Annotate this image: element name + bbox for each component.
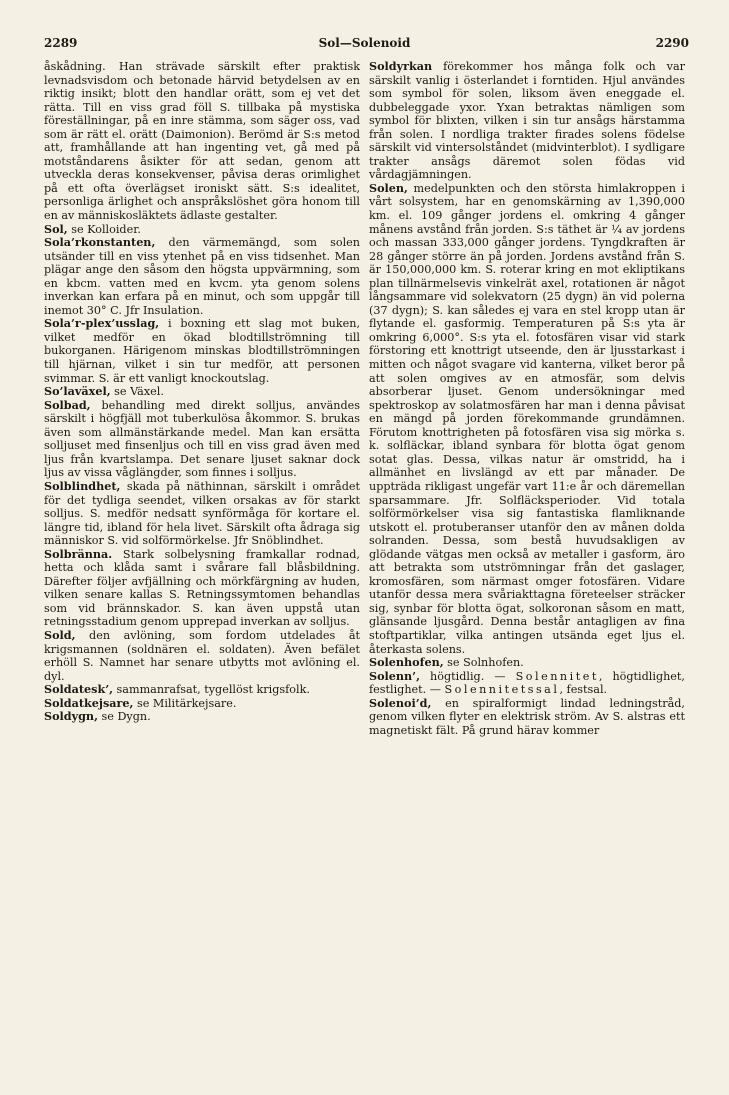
entry-text: behandling med direkt solljus, användes särskilt i högfjäll mot tuberkulösa åkommor. S. brukas även som allmänstärkande medel. Man kan ersätta solljuset med finsenljus och till en viss grad även med ljus från kvartslampa. Det senare ljuset saknar dock ljus av vissa våglängder, som finnes i solljus. xyxy=(44,398,360,480)
entry-soldyrkan xyxy=(369,60,685,182)
entry-text: medelpunkten och den största himlakroppen i vårt solsystem, har en genomskärning av 1,390,000 km. el. 109 gånger jordens el. omkring 4 gånger månens avstånd från jorden. S:s täthet är ¼ av jordens och massan 333,000 gånger jordens. Tyngdkraften är 28 gånger större än på jorden. Jordens avstånd från S. är 150,000,000 km. S. roterar kring en mot ekliptikans plan tillnärmelsevis vinkelrät axel, rotationen är något långsammare vid solekvatorn (25 dygn) än vid polerna (37 dygn); S. kan således ej vara en stel kropp utan är flytande el. gasformig. Temperaturen på S:s yta är omkring 6,000°. S:s yta el. fotosfären visar vid stark förstoring ett knottrigt utseende, den är ljusstarkast i mitten och något svagare vid kanterna, vilket beror på att solen omgives av en atmosfär, som delvis absorberar ljuset. Genom undersökningar med spektroskop av solatmosfären har man i denna påvisat en mängd på jorden förekommande grundämnen. Förutom knottrigheten på fotosfären visa sig mörka s. k. solfläckar, ibland synbara för blotta ögat genom sotat glas. Dessa, vilkas natur är omstridd, ha i allmänhet en livslängd av ett par månader. De uppträda rikligast ungefär vart 11:e år och däremellan sparsammare. Jfr. Solfläcksperioder. Vid totala solförmörkelser visa sig fantastiska flamliknande utskott el. protuberanser utanför den av månen dolda solranden. Dessa, som bestå huvudsakligen av glödande vätgas men också av metaller i gasform, äro att betrakta som utströmningar från det gaslager, kromosfären, som närmast omger fotosfären. Vidare utanför dessa mera svåriakttagna företeelser sträcker sig, synbar för blotta ögat, solkoronan såsom en matt, glänsande ljusgård. Denna består antagligen av fina stoftpartiklar, vilka antingen utsända eget ljus el. återkasta solens. xyxy=(369,181,685,656)
entry-text: skada på näthinnan, särskilt i området för det tydliga seendet, vilken orsakas av för starkt solljus. S. medför nedsatt synförmåga för kortare el. längre tid, ibland för hela livet. Särskilt ofta ådraga sig människor S. vid solförmörkelse. Jfr Snöblindhet. xyxy=(44,479,360,548)
headword: Solbränna. xyxy=(44,546,113,561)
headword: Soldygn, xyxy=(44,709,98,724)
entry-text: , högtidlighet, festlighet. — xyxy=(369,669,685,697)
headword: Solen, xyxy=(369,180,408,195)
page-number-right: 2290 xyxy=(655,36,689,50)
headword: Solenhofen, xyxy=(369,655,444,670)
entry-text: i boxning ett slag mot buken, vilket medför en ökad blodtillströmning till bukorganen. Härigenom minskas blodtillströmningen till hjärnan, vilket i sin tur medför, att personen svimmar. S. är ett vanligt knockoutslag. xyxy=(44,317,360,385)
entry-sold xyxy=(44,629,360,683)
entry-solenhofen xyxy=(369,656,685,670)
entry-text: se Växel. xyxy=(110,385,164,399)
headword: Solblindhet, xyxy=(44,478,121,493)
entry-solblindhet xyxy=(44,480,360,548)
entry-solarkonstanten xyxy=(44,236,360,317)
entry-solenn xyxy=(369,670,685,697)
entry-solen xyxy=(369,182,685,656)
right-column xyxy=(369,60,685,737)
entry-text: se Kolloider. xyxy=(67,222,141,236)
entry-text: se Dygn. xyxy=(97,710,151,724)
entry-text: den avlöning, som fordom utdelades åt krigsmannen (soldnären el. soldaten). Även befälet erhöll S. Namnet har senare utbytts mot avlöning el. dyl. xyxy=(44,628,360,683)
entry-soldatkejsare xyxy=(44,697,360,711)
entry-solbranna xyxy=(44,548,360,629)
headword: Sol, xyxy=(44,221,68,236)
entry-text: den värmemängd, som solen utsänder till en viss ytenhet på en viss tidsenhet. Man plägar ange den såsom den högsta uppvärmning, som en kbcm. vatten med en kvcm. yta genom solens inverkan kan erfara på en minut, och som uppgår till inemot 30° C. Jfr Insulation. xyxy=(44,236,360,317)
headword: So’laväxel, xyxy=(44,384,111,399)
entry-text: högtidlig. — xyxy=(419,669,516,683)
left-column xyxy=(44,60,360,724)
entry-solbad xyxy=(44,399,360,480)
derived-term: Solennitetssal xyxy=(444,683,560,697)
entry-text: sammanrafsat, tygellöst krigsfolk. xyxy=(113,683,310,697)
headword: Soldatkejsare, xyxy=(44,695,134,710)
headword: Soldatesk’, xyxy=(44,682,113,697)
headword: Sola’r-plex’usslag, xyxy=(44,316,160,331)
entry-text: se Militärkejsare. xyxy=(133,696,237,710)
entry-text: , festsal. xyxy=(559,683,608,697)
running-head: Sol—Solenoid xyxy=(318,36,411,50)
entry-text: se Solnhofen. xyxy=(443,656,524,670)
entry-text: åskådning. Han strävade särskilt efter praktisk levnadsvisdom och betonade härvid betydelsen av en riktig insikt; blott den handlar orätt, som ej vet det rätta. Till en viss grad föll S. tillbaka på mystiska föreställningar, på en inre stämma, som säger oss, vad som är rätt el. orätt (Daimonion). Berömd är S:s metod att, framhållande att han ingenting vet, gå med på motståndarens åsikter för att sedan, genom att utveckla deras konsekvenser, påvisa deras orimlighet på ett ofta överlägset ironiskt sätt. S:s idealitet, personliga ärlighet och anspråkslöshet göra honom till en av människosläktets ädlaste gestalter. xyxy=(44,60,360,223)
headword: Sola’rkonstanten, xyxy=(44,235,156,250)
entry-text: Stark solbelysning framkallar rodnad, hetta och klåda samt i svårare fall blåsbildning. Därefter följer avfjällning och mörkfärgning av huden, vilken senare kallas S. Retningssymtomen behandlas som vid brännskador. S. kan även uppstå utan retningsstadium genom upprepad inverkan av solljus. xyxy=(44,547,360,629)
headword: Soldyrkan xyxy=(369,59,433,73)
headword: Sold, xyxy=(44,627,76,642)
entry-solarplexusslag xyxy=(44,317,360,385)
entry-soldatesk xyxy=(44,683,360,697)
headword: Solenoi’d, xyxy=(369,695,432,710)
entry-solenoid xyxy=(369,697,685,738)
entry-text: en spiralformigt lindad ledningstråd, genom vilken flyter en elektrisk ström. Av S. alstras ett magnetiskt fält. På grund härav kommer xyxy=(369,696,685,737)
entry-text: förekommer hos många folk och var särskilt vanlig i österlandet i forntiden. Hjul användes som symbol för solen, liksom även eneggade el. dubbeleggade yxor. Yxan betraktas nämligen som symbol för blixten, vilken i sin tur ansågs härstamma från solen. I nordliga trakter firades solens födelse särskilt vid vintersolståndet (midvinterblot). I sydligare trakter ansågs däremot solen födas vid vårdagjämningen. xyxy=(369,60,685,182)
entry-continuation xyxy=(44,60,360,223)
derived-term: Solennitet xyxy=(515,669,599,683)
headword: Solbad, xyxy=(44,397,91,412)
page-number-left: 2289 xyxy=(44,36,78,50)
entry-sol xyxy=(44,223,360,237)
entry-soldygn xyxy=(44,710,360,724)
entry-solavaxel xyxy=(44,385,360,399)
headword: Solenn’, xyxy=(369,668,420,683)
